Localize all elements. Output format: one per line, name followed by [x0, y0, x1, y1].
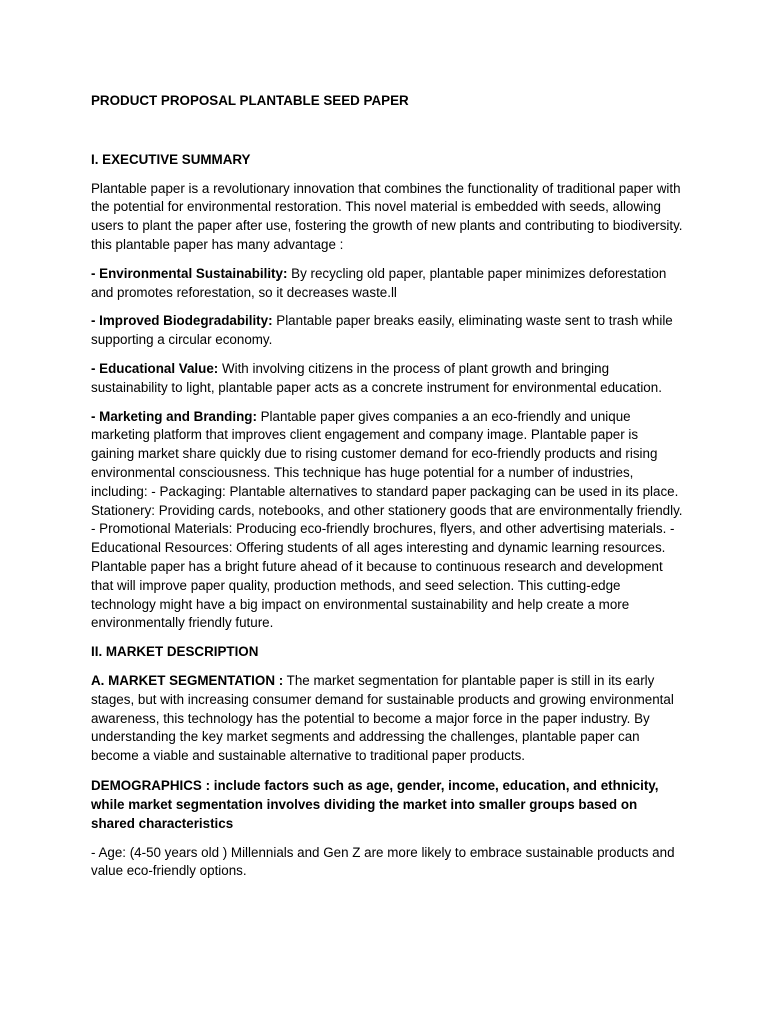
- market-segmentation-paragraph: [91, 672, 683, 766]
- advantage-improved-biodegradability: [91, 312, 683, 350]
- market-segmentation-text: The market segmentation for plantable paper is still in its early stages, but with increasing consumer demand for sustainable products and growing environmental awareness, this technology has the potential to become a major force in the paper industry. By understanding the key market segments and addressing the challenges, plantable paper can become a viable and sustainable alternative to traditional paper products.: [91, 672, 674, 764]
- document-page: [91, 92, 683, 891]
- advantage-text: Plantable paper breaks easily, eliminating waste sent to trash while supporting a circular economy.: [91, 313, 673, 348]
- advantage-label: - Environmental Sustainability:: [91, 265, 288, 281]
- advantage-environmental-sustainability: [91, 265, 683, 303]
- executive-summary-heading: I. EXECUTIVE SUMMARY: [91, 151, 251, 167]
- advantage-text: With involving citizens in the process of plant growth and bringing sustainability to light, plantable paper acts as a concrete instrument for environmental education.: [91, 360, 662, 395]
- advantage-marketing-and-branding: [91, 408, 683, 634]
- market-description-heading: II. MARKET DESCRIPTION: [91, 644, 259, 660]
- document-title: PRODUCT PROPOSAL PLANTABLE SEED PAPER: [91, 93, 409, 108]
- advantage-text: By recycling old paper, plantable paper minimizes deforestation and promotes reforestation, so it decreases waste.ll: [91, 265, 667, 300]
- advantage-text: Plantable paper gives companies a an eco-friendly and unique marketing platform that improves client engagement and company image. Plantable paper is gaining market share quickly due to rising customer demand for eco-friendly products and rising environmental consciousness. This technique has huge potential for a number of industries, including: - Packaging: Plantable alternatives to standard paper packaging can be used in its place. Stationery: Providing cards, notebooks, and other stationery goods that are environmentally friendly. - Promotional Materials: Producing eco-friendly brochures, flyers, and other advertising materials. - Educational Resources: Offering students of all ages interesting and dynamic learning resources. Plantable paper has a bright future ahead of it because to continuous research and development that will improve paper quality, production methods, and seed selection. This cutting-edge technology might have a big impact on environmental sustainability and help create a more environmentally friendly future.: [91, 408, 683, 631]
- advantage-label: - Marketing and Branding:: [91, 408, 257, 424]
- demographics-paragraph: DEMOGRAPHICS : include factors such as age, gender, income, education, and ethnicity, while market segmentation involves dividing the market into smaller groups based on shared characteristics: [91, 777, 659, 832]
- age-segment-paragraph: - Age: (4-50 years old ) Millennials and Gen Z are more likely to embrace sustainable products and value eco-friendly options.: [91, 844, 675, 879]
- market-segmentation-label: A. MARKET SEGMENTATION :: [91, 672, 284, 688]
- advantage-educational-value: [91, 360, 683, 398]
- advantage-label: - Improved Biodegradability:: [91, 313, 273, 329]
- executive-summary-intro: Plantable paper is a revolutionary innovation that combines the functionality of traditional paper with the potential for environmental restoration. This novel material is embedded with seeds, allowing users to plant the paper after use, fostering the growth of new plants and contributing to biodiversity. this plantable paper has many advantage :: [91, 180, 683, 252]
- advantage-label: - Educational Value:: [91, 360, 219, 376]
